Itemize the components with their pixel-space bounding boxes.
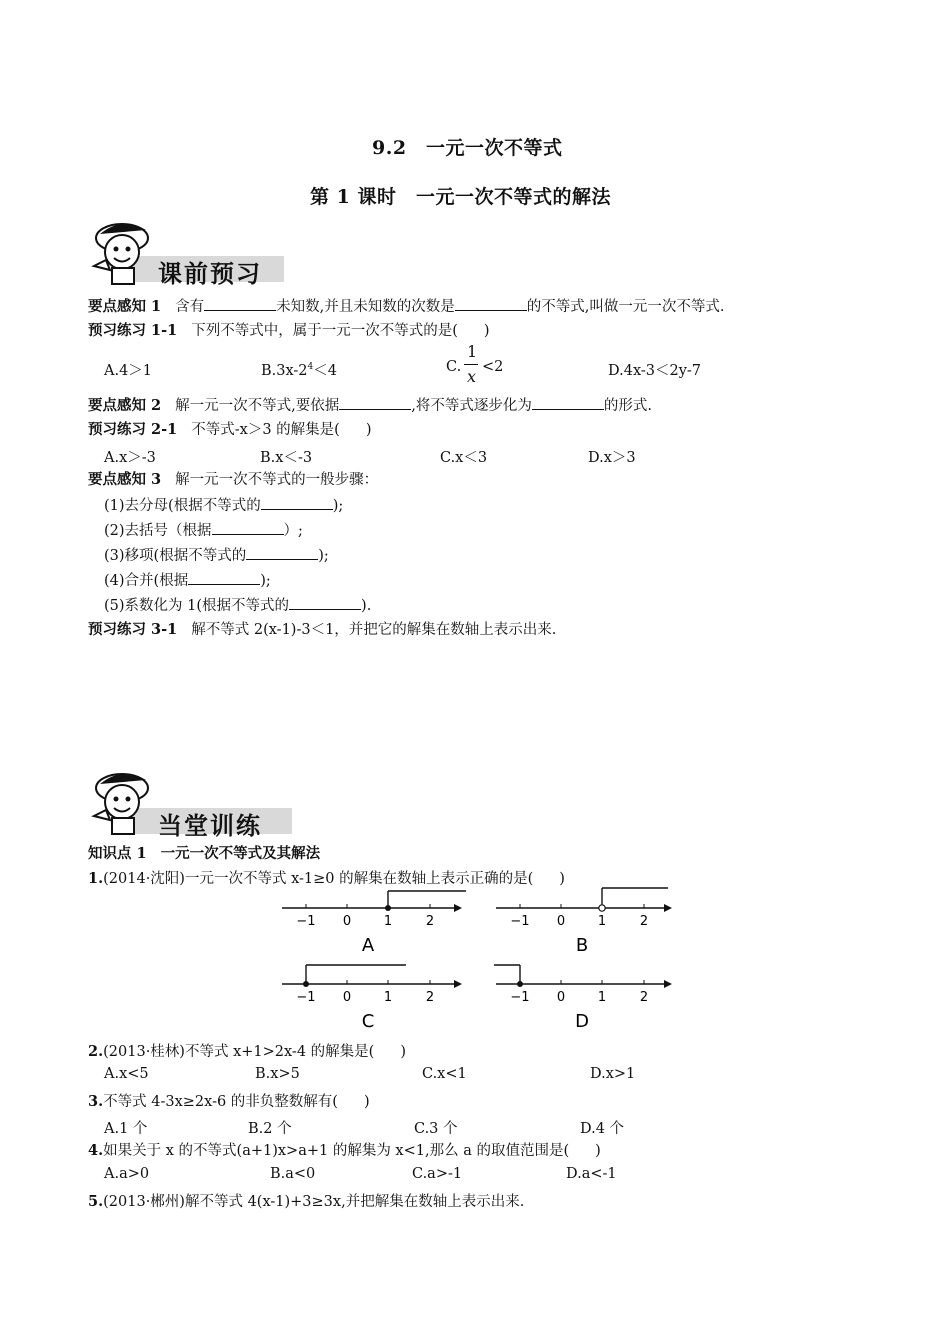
preview-badge — [86, 216, 286, 286]
option-a[interactable]: A.x<5 — [104, 1066, 149, 1082]
option-letter: B — [575, 935, 589, 956]
tick-label: 2 — [639, 914, 649, 929]
option-a[interactable]: A.a>0 — [104, 1166, 150, 1182]
tick-label: 1 — [383, 990, 393, 1005]
key-point-3: 要点感知 3 解一元一次不等式的一般步骤： — [88, 471, 379, 488]
answer-blank[interactable] — [188, 571, 260, 585]
step-4: (4)合并(根据 ); — [104, 573, 271, 589]
tick-label: 0 — [556, 914, 566, 929]
knowledge-point-1: 知识点 1 一元一次不等式及其解法 — [88, 845, 321, 862]
answer-blank[interactable] — [289, 596, 361, 610]
tick-label: −1 — [510, 990, 530, 1005]
step-2: (2)去括号（根据 ）; — [104, 523, 303, 539]
option-d[interactable]: D.x>1 — [590, 1066, 636, 1082]
answer-blank[interactable] — [212, 521, 284, 535]
option-letter: C — [361, 1011, 375, 1032]
lesson-title: 第 1 课时 一元一次不等式的解法 — [310, 186, 611, 208]
key-point-1-label: 要点感知 1 — [88, 298, 162, 315]
answer-blank[interactable] — [261, 496, 333, 510]
preview-badge-label: 课前预习 — [158, 260, 262, 288]
option-d[interactable]: D.a<-1 — [566, 1166, 617, 1182]
option-a[interactable]: A.4＞1 — [104, 363, 153, 379]
option-d[interactable]: D.4x-3＜2y-7 — [608, 363, 702, 379]
tick-label: −1 — [510, 914, 530, 929]
option-c[interactable]: C.3 个 — [414, 1121, 458, 1137]
option-a[interactable]: A.1 个 — [104, 1121, 148, 1137]
tick-label: 2 — [425, 990, 435, 1005]
practice-3-1: 预习练习 3-1 解不等式 2(x-1)-3＜1，并把它的解集在数轴上表示出来. — [88, 621, 557, 638]
practice-2-1: 预习练习 2-1 不等式-x＞3 的解集是( ) — [88, 421, 372, 438]
option-c[interactable]: C.x＜3 — [440, 450, 488, 466]
answer-blank[interactable] — [339, 396, 411, 410]
class-training-badge — [86, 766, 296, 838]
section-title: 9.2 一元一次不等式 — [372, 137, 563, 159]
option-letter: D — [575, 1011, 589, 1032]
tick-label: 0 — [556, 990, 566, 1005]
answer-blank[interactable] — [455, 297, 527, 311]
option-a-number-line[interactable] — [276, 884, 466, 956]
key-point-1: 要点感知 1 含有 未知数,并且未知数的次数是 的不等式,叫做一元一次不等式. — [88, 298, 725, 315]
option-b[interactable]: B.x>5 — [255, 1066, 300, 1082]
option-b-number-line[interactable] — [490, 884, 680, 956]
tick-label: 2 — [425, 914, 435, 929]
tick-label: −1 — [296, 914, 316, 929]
option-c[interactable]: C.a>-1 — [412, 1166, 463, 1182]
tick-label: 0 — [342, 990, 352, 1005]
answer-blank[interactable] — [246, 546, 318, 560]
option-b[interactable]: B.x＜-3 — [260, 450, 313, 466]
tick-label: 1 — [597, 914, 607, 929]
class-training-badge-label: 当堂训练 — [158, 812, 262, 840]
answer-blank[interactable] — [532, 396, 604, 410]
option-b[interactable]: B.a<0 — [270, 1166, 316, 1182]
tick-label: 1 — [383, 914, 393, 929]
option-c[interactable]: C.x<1 — [422, 1066, 467, 1082]
key-point-2: 要点感知 2 解一元一次不等式,要依据 ,将不等式逐步化为 的形式. — [88, 397, 652, 414]
option-b[interactable]: B.2 个 — [248, 1121, 292, 1137]
step-5: (5)系数化为 1(根据不等式的 ). — [104, 598, 372, 614]
step-1: (1)去分母(根据不等式的 ); — [104, 498, 344, 514]
option-b[interactable]: $B.3x-2^4<4$ — [261, 362, 338, 379]
option-d[interactable]: D.4 个 — [580, 1121, 625, 1137]
question-5: 5.(2013·郴州)解不等式 4(x-1)+3≥3x,并把解集在数轴上表示出来. — [88, 1193, 525, 1210]
tick-label: 0 — [342, 914, 352, 929]
practice-1-1: 预习练习 1-1 下列不等式中，属于一元一次不等式的是( ) — [88, 322, 490, 339]
question-4: 4.如果关于 x 的不等式(a+1)x>a+1 的解集为 x<1,那么 a 的取值范围是( ) — [88, 1142, 601, 1159]
tick-label: 2 — [639, 990, 649, 1005]
option-d-number-line[interactable] — [490, 960, 680, 1032]
tick-label: −1 — [296, 990, 316, 1005]
answer-blank[interactable] — [204, 297, 276, 311]
option-c-number-line[interactable] — [276, 960, 466, 1032]
option-d[interactable]: D.x＞3 — [588, 450, 636, 466]
option-letter: A — [361, 935, 375, 956]
question-3: 3.不等式 4-3x≥2x-6 的非负整数解有( ) — [88, 1093, 370, 1110]
question-1: 1.(2014·沈阳)一元一次不等式 x-1≥0 的解集在数轴上表示正确的是( ) — [88, 870, 565, 887]
tick-label: 1 — [597, 990, 607, 1005]
step-3: (3)移项(根据不等式的 ); — [104, 548, 329, 564]
option-a[interactable]: A.x＞-3 — [104, 450, 156, 466]
question-2: 2.(2013·桂林)不等式 x+1>2x-4 的解集是( ) — [88, 1043, 406, 1060]
